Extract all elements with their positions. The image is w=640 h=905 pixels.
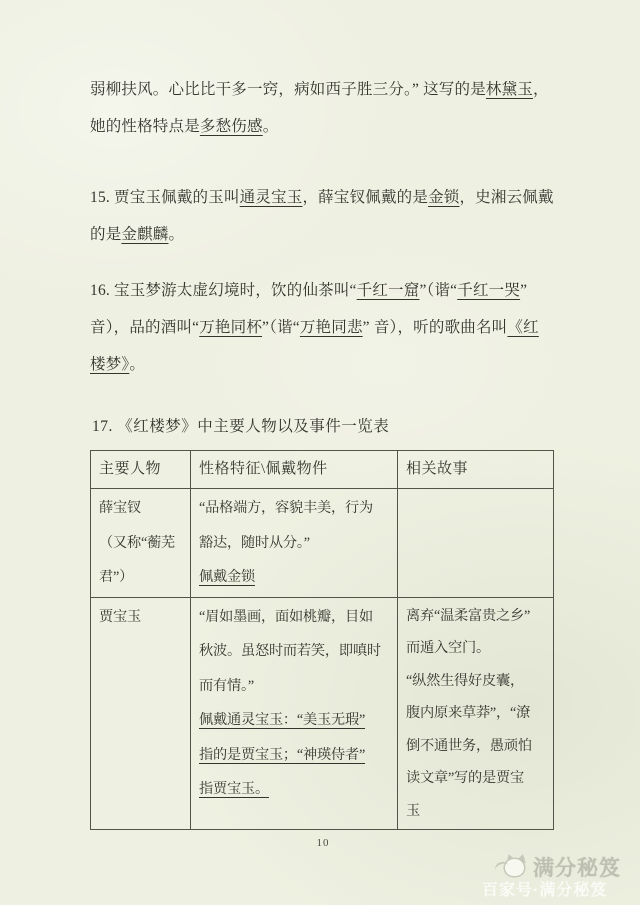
underlined-term: 千红一哭: [457, 282, 521, 299]
underlined-term: 金麒麟: [121, 226, 169, 243]
text-segment: 15. 贾宝玉佩戴的玉叫: [90, 189, 240, 206]
text-segment: 腹内原来草莽”，“潦: [406, 705, 531, 721]
table-header-cell: 相关故事: [398, 451, 554, 489]
text-line: [406, 600, 547, 633]
text-line: [199, 634, 391, 669]
underlined-term: 指贾宝玉。: [199, 781, 269, 797]
underlined-term: 通灵宝玉: [239, 189, 303, 206]
underlined-term: 指的是贾宝玉；“神瑛侍者”: [199, 746, 366, 763]
text-segment: 秋波。虽怒时而若笑，即嗔时: [199, 643, 381, 659]
text-line: [199, 772, 391, 807]
text-segment: 君”）: [99, 569, 134, 585]
text-line: [406, 665, 547, 698]
text-segment: （又称“蘅芜: [99, 534, 176, 551]
table-row: [91, 489, 554, 598]
underlined-term: 佩戴金锁: [199, 569, 255, 585]
text-segment: 。: [129, 356, 146, 373]
text-line: [406, 730, 547, 763]
characters-table: [90, 450, 554, 830]
text-segment: ”: [520, 282, 528, 299]
text-segment: ” 音），听的歌曲名叫: [362, 319, 508, 336]
text-segment: 音），品的酒叫“: [90, 319, 200, 336]
text-segment: 。: [168, 226, 185, 243]
text-line: [90, 309, 556, 346]
text-line: [199, 491, 391, 526]
table-header-cell: 主要人物: [91, 451, 191, 489]
underlined-term: 《红: [507, 319, 539, 336]
table-cell: [398, 489, 554, 598]
text-line: [199, 738, 391, 773]
table-header-row: [91, 451, 554, 489]
text-line: [90, 216, 556, 253]
text-segment: 玉: [406, 802, 420, 819]
watermark-brand-text: 满分秘笈: [533, 857, 621, 880]
underlined-term: 万艳同杯: [199, 319, 263, 336]
underlined-term: 千红一窟: [356, 282, 420, 299]
table-cell: [91, 489, 191, 598]
text-segment: “纵然生得好皮囊，: [406, 672, 524, 689]
text-line: [99, 600, 184, 635]
note-paragraph: [90, 272, 556, 383]
text-segment: 豁达，随时从分。”: [199, 534, 310, 551]
table-row: [91, 597, 554, 830]
text-line: [99, 560, 184, 595]
text-segment: ，: [533, 81, 549, 98]
watermark-sub-text: 百家号·满分秘笈: [482, 882, 608, 899]
text-line: [406, 632, 547, 665]
text-line: [199, 526, 391, 561]
text-line: [99, 491, 184, 526]
text-segment: ”（谐“: [262, 319, 300, 336]
text-segment: 而遁入空门。: [406, 640, 490, 656]
text-segment: ”（谐“: [419, 282, 458, 299]
text-segment: 薛宝钗: [99, 500, 141, 516]
underlined-term: 楼梦》: [90, 356, 130, 373]
text-line: [199, 669, 391, 704]
underlined-term: 林黛玉: [485, 81, 534, 98]
text-segment: 倒不通世务，愚顽怕: [406, 737, 532, 754]
text-line: [90, 272, 556, 309]
text-line: [99, 526, 184, 561]
underlined-term: 万艳同悲: [299, 319, 363, 336]
text-segment: ，薛宝钗佩戴的是: [302, 189, 429, 206]
table-cell: [191, 489, 398, 598]
note-paragraph: [90, 71, 556, 145]
text-line: [406, 795, 547, 828]
text-segment: 读文章”写的是贾宝: [406, 770, 524, 786]
text-line: [90, 71, 556, 108]
text-segment: 弱柳扶风。心比比干多一窍，病如西子胜三分。” 这写的是: [90, 81, 486, 98]
table-cell: [398, 597, 554, 830]
table-header-cell: 性格特征\佩戴物件: [191, 451, 398, 489]
note-paragraph: [90, 179, 556, 253]
text-line: [90, 346, 556, 383]
text-segment: 她的性格特点是: [90, 118, 200, 135]
text-line: [199, 600, 391, 635]
text-segment: 16. 宝玉梦游太虚幻境时，饮的仙茶叫“: [90, 282, 357, 299]
text-line: [406, 697, 547, 730]
text-segment: 贾宝玉: [99, 608, 141, 625]
underlined-term: 金锁: [428, 189, 460, 206]
text-segment: “眉如墨画，面如桃瓣，目如: [199, 608, 373, 625]
text-segment: “品格端方，容貌丰美，行为: [199, 500, 373, 516]
text-line: [406, 762, 547, 795]
table-cell: [191, 597, 398, 830]
text-line: [199, 703, 391, 738]
text-segment: 的是: [90, 226, 122, 243]
text-segment: 离弃“温柔富贵之乡”: [406, 607, 531, 624]
text-segment: 。: [262, 118, 279, 135]
text-segment: 而有情。”: [199, 677, 254, 694]
text-line: [90, 108, 556, 145]
underlined-term: 佩戴通灵宝玉：“美玉无瑕”: [199, 712, 366, 728]
table-title: 17. 《红楼梦》中主要人物以及事件一览表: [92, 418, 390, 435]
table-cell: [91, 597, 191, 830]
underlined-term: 多愁伤感: [199, 118, 263, 135]
text-segment: ，史湘云佩戴: [459, 189, 554, 206]
text-line: [199, 560, 391, 595]
text-line: [90, 179, 556, 216]
page-number: 10: [316, 837, 330, 849]
